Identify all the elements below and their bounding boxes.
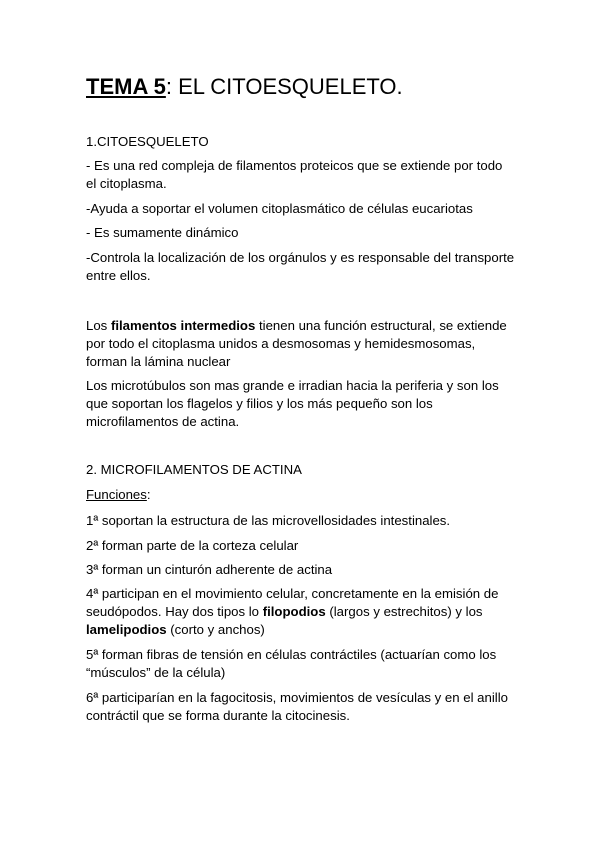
section1-item-2: -Ayuda a soportar el volumen citoplasmático de células eucariotas <box>86 201 473 216</box>
title-tema: TEMA 5 <box>86 74 166 99</box>
funcion-6: 6ª participarían en la fagocitosis, movimientos de vesículas y en el anillo contráctil que se forma durante la citocinesis. <box>86 690 508 723</box>
section1-heading: 1.CITOESQUELETO <box>86 134 209 149</box>
f4-a: 4ª participan en el movimiento celular, concretamente en la emisión de seudópodos. Hay dos tipos lo <box>86 586 499 619</box>
funcion-4 <box>86 585 516 639</box>
f4-lamelipodios: lamelipodios <box>86 622 167 637</box>
paragraph-microtubulos: Los microtúbulos son mas grande e irradian hacia la periferia y son los que soportan los flagelos y filios y los más pequeño son los microfilamentos de actina. <box>86 378 499 429</box>
funciones-label <box>86 486 516 504</box>
f4-filopodios: filopodios <box>262 604 326 619</box>
funcion-2: 2ª forman parte de la corteza celular <box>86 538 299 553</box>
page-title <box>86 74 403 100</box>
para1-post: tienen una función estructural, se extiende por todo el citoplasma unidos a desmosomas y hemidesmosomas, forman la lámina nuclear <box>86 318 507 369</box>
section1-item-1: - Es una red compleja de filamentos proteicos que se extiende por todo el citoplasma. <box>86 158 503 191</box>
title-rest: : EL CITOESQUELETO. <box>165 74 403 99</box>
funcion-5: 5ª forman fibras de tensión en células contráctiles (actuarían como los “músculos” de la célula) <box>86 647 497 680</box>
paragraph-filamentos-intermedios <box>86 317 516 371</box>
f4-c: (largos y estrechitos) y los <box>325 604 483 619</box>
funciones-colon: : <box>146 487 151 502</box>
f4-d: (corto y anchos) <box>166 622 265 637</box>
funcion-1: 1ª soportan la estructura de las microvellosidades intestinales. <box>86 513 451 528</box>
section2-heading: 2. MICROFILAMENTOS DE ACTINA <box>86 462 302 477</box>
para1-pre: Los <box>86 318 111 333</box>
section1-item-3: - Es sumamente dinámico <box>86 225 239 240</box>
funcion-3: 3ª forman un cinturón adherente de actina <box>86 562 333 577</box>
para1-bold: filamentos intermedios <box>110 318 256 333</box>
section1-item-4: -Controla la localización de los orgánulos y es responsable del transporte entre ellos. <box>86 250 515 283</box>
funciones-text: Funciones <box>86 487 147 502</box>
